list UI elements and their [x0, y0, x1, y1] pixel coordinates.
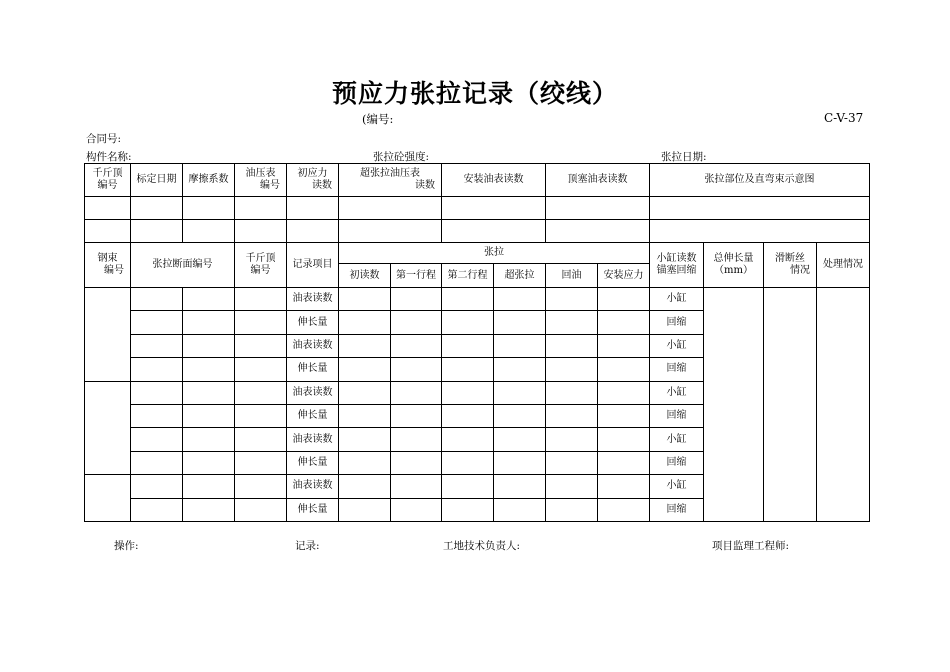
cyl-cell: 小缸 — [650, 428, 704, 451]
small-cyl-header: 小缸读数 锚塞回缩 — [650, 243, 704, 288]
record-item-header: 记录项目 — [287, 243, 339, 288]
record-table — [84, 163, 870, 522]
record-item: 伸长量 — [287, 358, 339, 381]
record-item: 油表读数 — [287, 475, 339, 498]
record-item: 伸长量 — [287, 498, 339, 521]
stroke2-header: 第二行程 — [442, 264, 494, 288]
cyl-cell: 回缩 — [650, 498, 704, 521]
component-name-label: 构件名称: — [86, 151, 132, 163]
record-item: 油表读数 — [287, 428, 339, 451]
table-row — [85, 288, 870, 311]
site-tech-label: 工地技术负责人: — [443, 540, 521, 552]
cyl-cell: 回缩 — [650, 358, 704, 381]
cyl-cell: 小缸 — [650, 381, 704, 404]
concrete-strength-label: 张拉砼强度: — [373, 151, 430, 163]
initial-header: 初读数 — [339, 264, 391, 288]
record-item: 油表读数 — [287, 288, 339, 311]
install-stress-header: 安装应力 — [598, 264, 650, 288]
record-item: 伸长量 — [287, 311, 339, 334]
calib-row — [85, 197, 870, 220]
stroke1-header: 第一行程 — [391, 264, 442, 288]
jack-header: 千斤顶 编号 — [235, 243, 287, 288]
tension-date-label: 张拉日期: — [661, 151, 707, 163]
broken-wire-header: 滑断丝 情况 — [764, 243, 817, 288]
calib-date-header: 标定日期 — [131, 164, 183, 197]
record-item: 油表读数 — [287, 334, 339, 357]
wedge-reading-header: 顶塞油表读数 — [546, 164, 650, 197]
init-stress-header: 初应力 读数 — [287, 164, 339, 197]
cyl-cell: 回缩 — [650, 451, 704, 474]
over-tension-header: 超张拉油压表 读数 — [339, 164, 442, 197]
cyl-cell: 小缸 — [650, 475, 704, 498]
supervisor-label: 项目监理工程师: — [712, 540, 790, 552]
recorder-label: 记录: — [295, 540, 320, 552]
diagram-header: 张拉部位及直弯束示意图 — [650, 164, 870, 197]
return-oil-header: 回油 — [546, 264, 598, 288]
contract-no-label: 合同号: — [86, 133, 122, 145]
handling-header: 处理情况 — [817, 243, 870, 288]
form-code: C-V-37 — [824, 111, 864, 125]
record-item: 油表读数 — [287, 381, 339, 404]
strand-no-header: 钢束 编号 — [85, 243, 131, 288]
friction-header: 摩擦系数 — [183, 164, 235, 197]
record-item: 伸长量 — [287, 404, 339, 427]
header-row-2 — [85, 243, 870, 264]
cyl-cell: 回缩 — [650, 311, 704, 334]
section-no-header: 张拉断面编号 — [131, 243, 235, 288]
cyl-cell: 小缸 — [650, 288, 704, 311]
tension-header: 张拉 — [339, 243, 650, 264]
cyl-cell: 小缸 — [650, 334, 704, 357]
elongation-header: 总伸长量 （mm） — [704, 243, 764, 288]
calib-row — [85, 220, 870, 243]
code-label: (编号: — [362, 112, 394, 126]
page-title: 预应力张拉记录（绞线） — [331, 79, 618, 108]
cyl-cell: 回缩 — [650, 404, 704, 427]
over-header: 超张拉 — [494, 264, 546, 288]
gauge-no-header: 油压表 编号 — [235, 164, 287, 197]
header-row-1 — [85, 164, 870, 197]
install-reading-header: 安装油表读数 — [442, 164, 546, 197]
jack-no-header: 千斤顶 编号 — [85, 164, 131, 197]
record-item: 伸长量 — [287, 451, 339, 474]
operator-label: 操作: — [114, 540, 139, 552]
